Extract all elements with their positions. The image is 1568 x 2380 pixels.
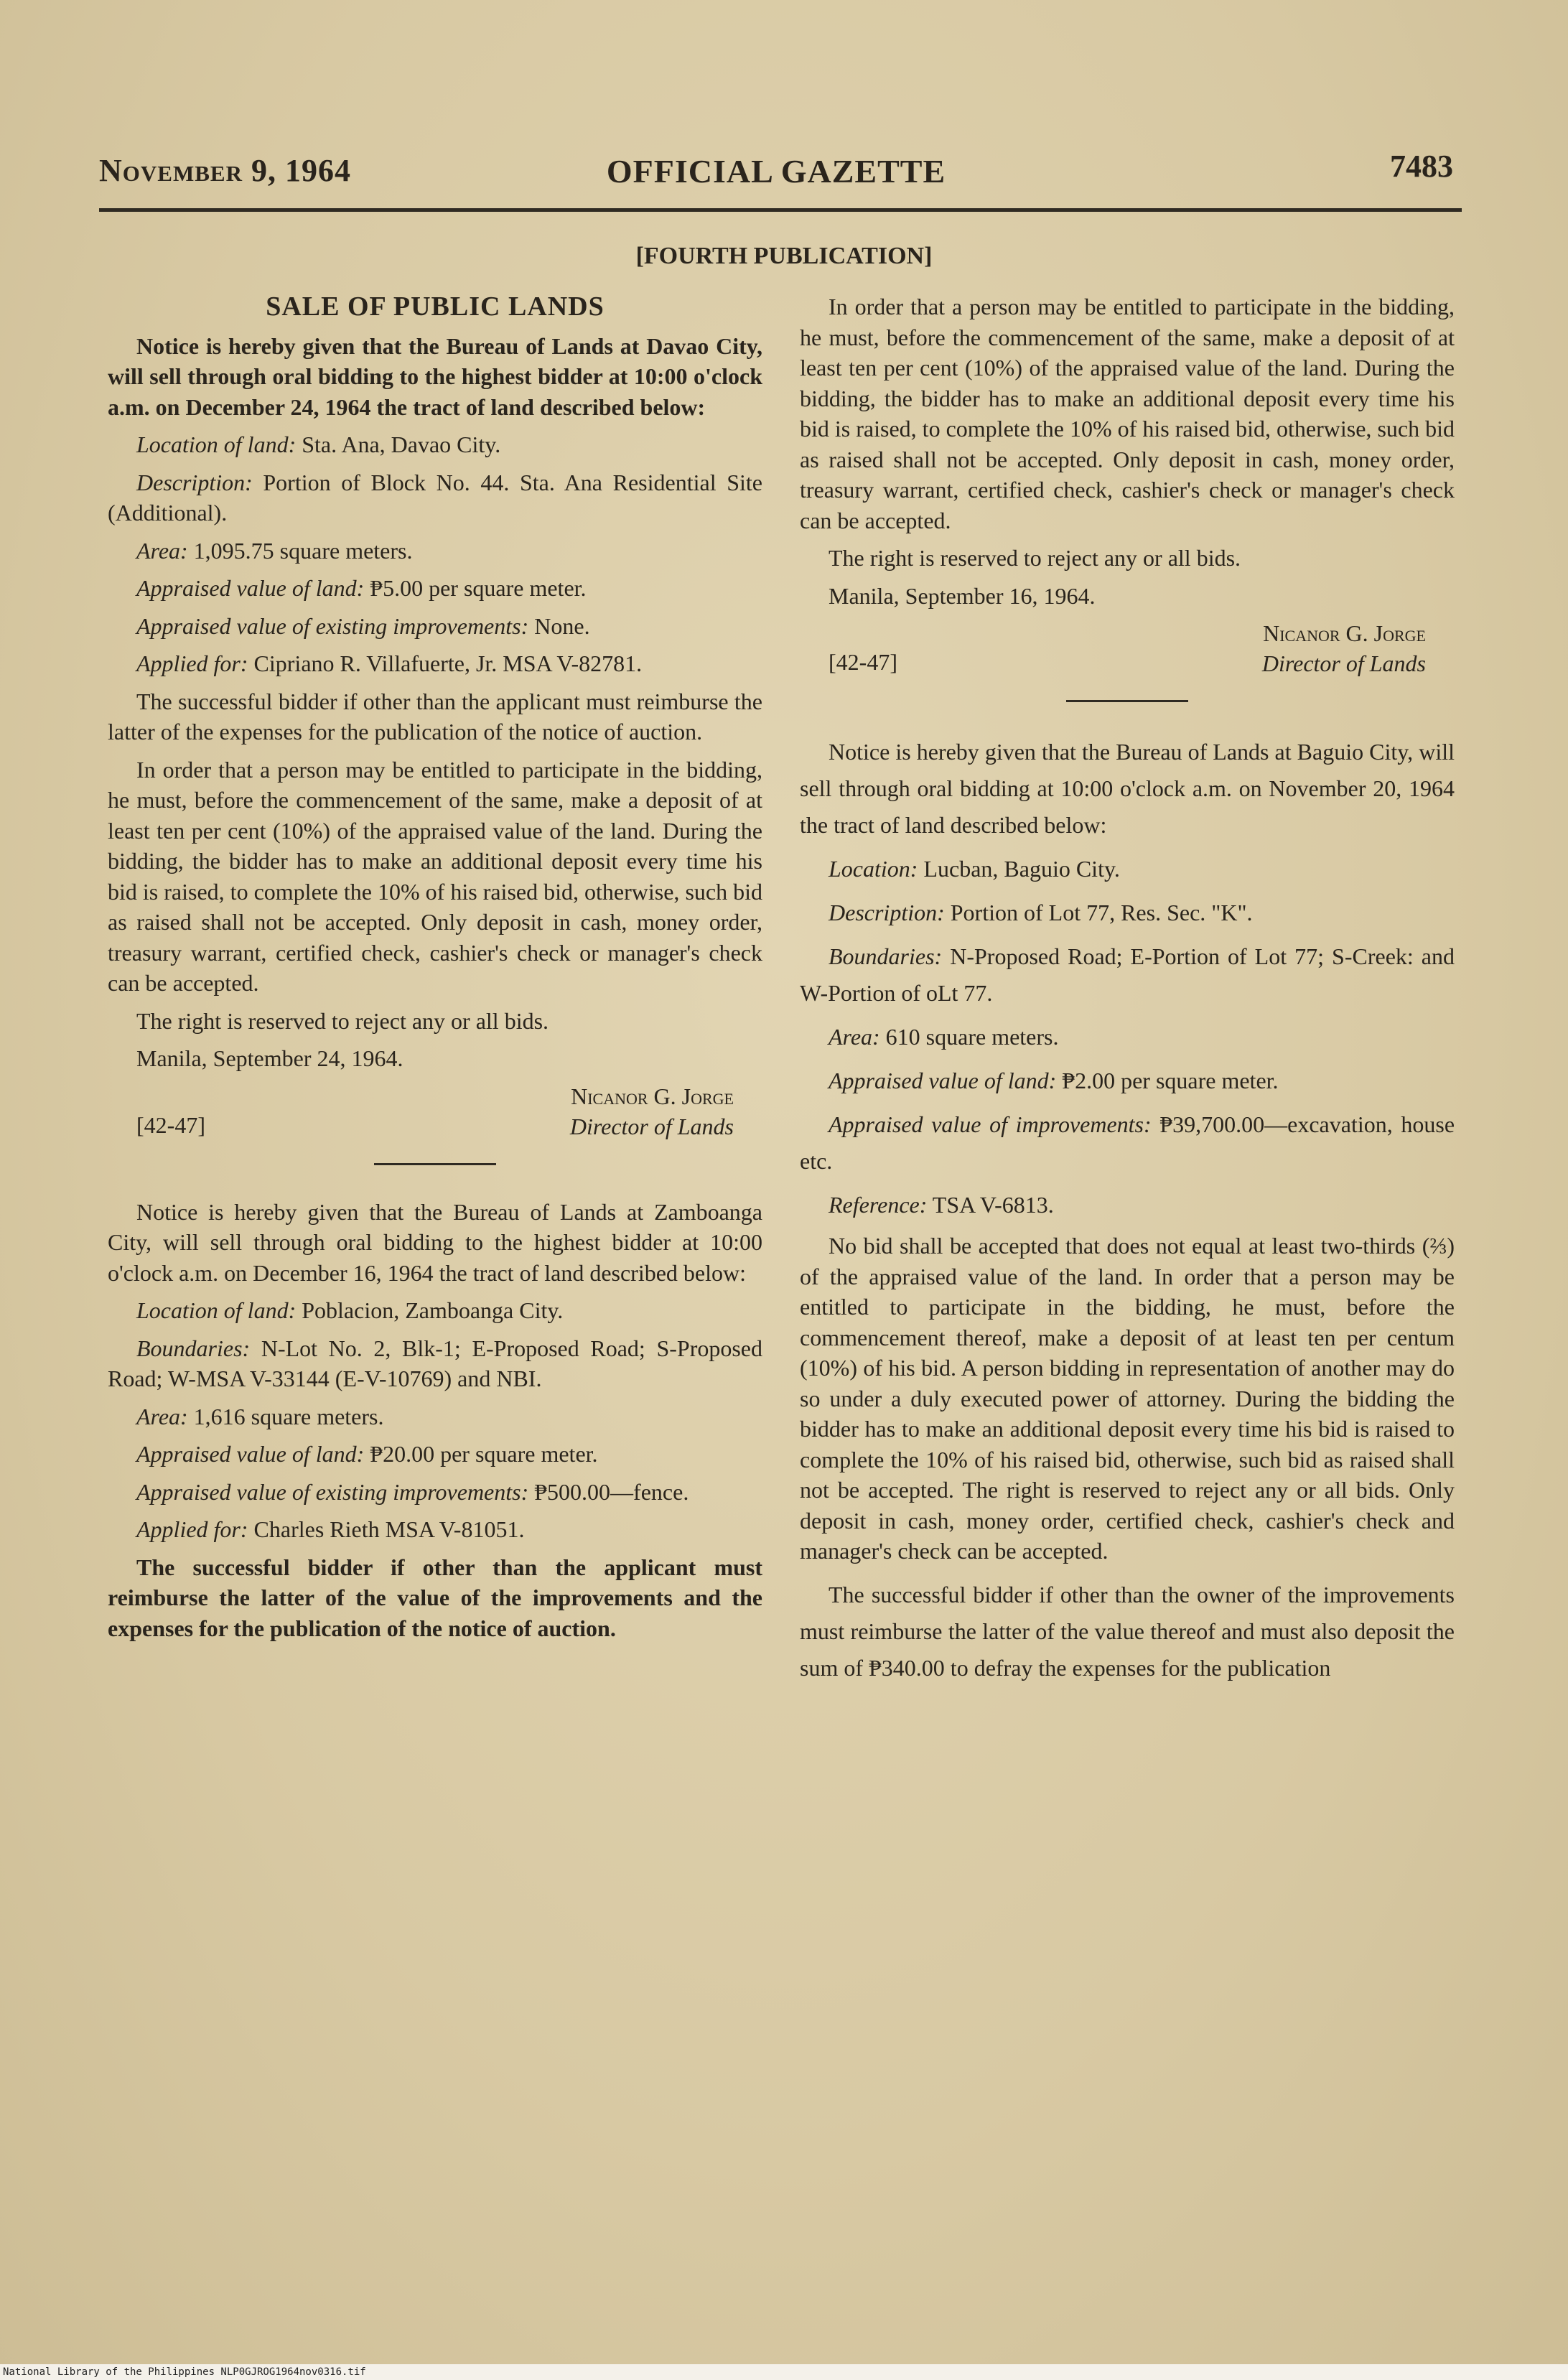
location-line bbox=[108, 1295, 762, 1326]
section-divider bbox=[374, 1163, 496, 1165]
reference-value: TSA V-6813. bbox=[932, 1192, 1054, 1218]
location-label: Location of land: bbox=[136, 431, 297, 457]
boundaries-value: N-Proposed Road; E-Portion of Lot 77; S-Creek: and W-Portion of oLt 77. bbox=[800, 943, 1455, 1006]
notice-zamboanga bbox=[108, 1197, 762, 1644]
appraised-improvements-line bbox=[108, 611, 762, 642]
appraised-improvements-label: Appraised value of improvements: bbox=[829, 1111, 1152, 1137]
deposit-paragraph: In order that a person may be entitled to participate in the bidding, he must, before the commencement of the same, make a deposit of at least ten per cent (10%) of the appraised value of the land. During the bidding, the bidder has to make an additional deposit every time his bid is raised, to complete the 10% of his raised bid, otherwise, such bid as raised shall not be accepted. Only deposit in cash, money order, treasury warrant, certified check, cashier's check or manager's check can be accepted. bbox=[108, 756, 762, 996]
location-value: Poblacion, Zamboanga City. bbox=[302, 1297, 564, 1323]
publication-heading: [FOURTH PUBLICATION] bbox=[635, 243, 933, 269]
page-number: 7483 bbox=[1390, 149, 1453, 184]
location-value: Sta. Ana, Davao City. bbox=[302, 431, 501, 457]
reference-label: Reference: bbox=[829, 1192, 928, 1218]
area-line bbox=[108, 1401, 762, 1432]
appraised-land-value: ₱2.00 per square meter. bbox=[1062, 1068, 1279, 1093]
area-label: Area: bbox=[136, 537, 188, 564]
left-column bbox=[108, 291, 762, 1651]
right-column bbox=[800, 291, 1455, 1694]
description-label: Description: bbox=[136, 469, 253, 495]
applied-for-value: Cipriano R. Villafuerte, Jr. MSA V-82781. bbox=[253, 650, 643, 676]
area-value: 610 square meters. bbox=[885, 1024, 1059, 1050]
appraised-improvements-value: ₱500.00—fence. bbox=[534, 1478, 689, 1505]
area-line bbox=[800, 1019, 1455, 1055]
section-divider bbox=[1066, 700, 1188, 702]
signatory-title: Director of Lands bbox=[1261, 650, 1426, 676]
reimburse-paragraph: The successful bidder if other than the owner of the improvements must reimburse the latter of the value thereof and must also deposit the sum of ₱340.00 to defray the expenses for the publication bbox=[800, 1581, 1455, 1681]
appraised-land-value: ₱5.00 per square meter. bbox=[370, 575, 587, 601]
signatory-title: Director of Lands bbox=[569, 1113, 734, 1139]
boundaries-line bbox=[108, 1333, 762, 1394]
dateline: Manila, September 24, 1964. bbox=[136, 1045, 403, 1071]
area-label: Area: bbox=[829, 1024, 880, 1050]
location-label: Location: bbox=[829, 856, 918, 882]
location-label: Location of land: bbox=[136, 1297, 297, 1323]
applied-for-label: Applied for: bbox=[136, 1516, 248, 1542]
signature-block bbox=[108, 1081, 762, 1150]
appraised-land-label: Appraised value of land: bbox=[136, 1441, 365, 1467]
notice-intro: Notice is hereby given that the Bureau of Lands at Baguio City, will sell through oral bidding at 10:00 o'clock a.m. on November 20, 1964 the tract of land described below: bbox=[800, 739, 1455, 838]
area-line bbox=[108, 536, 762, 566]
no-bid-paragraph: No bid shall be accepted that does not equal at least two-thirds (⅔) of the appraised value of the land. In order that a person may be entitled to participate in the bidding, he must, before the commencement thereof, make a deposit of at least ten per centum (10%) of his bid. A person bidding in representation of another may do so under a duly executed power of attorney. During the bidding the bidder has to make an additional deposit every time his bid is raised to complete the 10% of his raised bid, otherwise, such bid as raised shall not be accepted. The right is reserved to reject any or all bids. Only deposit in cash, money order, certified check, cashier's check and manager's check can be accepted. bbox=[800, 1233, 1455, 1564]
appraised-land-value: ₱20.00 per square meter. bbox=[370, 1441, 598, 1467]
notice-baguio-terms bbox=[800, 1231, 1455, 1686]
reimburse-paragraph: The successful bidder if other than the applicant must reimburse the latter of the value of the improvements and the expenses for the publication of the notice of auction. bbox=[108, 1554, 762, 1641]
reject-paragraph: The right is reserved to reject any or all bids. bbox=[829, 545, 1241, 571]
location-line bbox=[108, 429, 762, 460]
appraised-land-line bbox=[108, 573, 762, 604]
notice-baguio bbox=[800, 734, 1455, 1223]
description-value: Portion of Lot 77, Res. Sec. "K". bbox=[950, 900, 1253, 925]
notice-davao-continued bbox=[800, 291, 1455, 687]
appraised-improvements-label: Appraised value of existing improvements: bbox=[136, 612, 529, 639]
appraised-land-label: Appraised value of land: bbox=[136, 575, 365, 601]
description-value: Portion of Block No. 44. Sta. Ana Residential Site (Additional). bbox=[108, 469, 762, 526]
boundaries-label: Boundaries: bbox=[829, 943, 943, 969]
header-title: OFFICIAL GAZETTE bbox=[606, 153, 946, 190]
dateline: Manila, September 16, 1964. bbox=[829, 582, 1096, 609]
description-label: Description: bbox=[829, 900, 945, 925]
notice-code: [42-47] bbox=[136, 1111, 205, 1138]
appraised-improvements-value: ₱39,700.00—excavation, house etc. bbox=[800, 1111, 1455, 1174]
applied-for-line bbox=[108, 648, 762, 679]
boundaries-label: Boundaries: bbox=[136, 1335, 251, 1361]
applied-for-value: Charles Rieth MSA V-81051. bbox=[253, 1516, 525, 1542]
reference-line bbox=[800, 1187, 1455, 1223]
deposit-paragraph: In order that a person may be entitled to participate in the bidding, he must, before the commencement of the same, make a deposit of at least ten per cent (10%) of the appraised value of the land. During the bidding, the bidder has to make an additional deposit every time his bid is raised, to complete the 10% of his raised bid, otherwise, such bid as raised shall not be accepted. Only deposit in cash, money order, treasury warrant, certified check, cashier's check or manager's check can be accepted. bbox=[800, 294, 1455, 533]
reject-paragraph: The right is reserved to reject any or all bids. bbox=[136, 1007, 549, 1034]
description-line bbox=[800, 895, 1455, 931]
appraised-land-line bbox=[800, 1063, 1455, 1099]
header-rule bbox=[99, 208, 1462, 212]
notice-code: [42-47] bbox=[829, 649, 897, 675]
notice-intro: Notice is hereby given that the Bureau of Lands at Zamboanga City, will sell through oral bidding to the highest bidder at 10:00 o'clock a.m. on December 16, 1964 the tract of land described below: bbox=[108, 1198, 762, 1286]
location-value: Lucban, Baguio City. bbox=[923, 856, 1120, 882]
appraised-land-label: Appraised value of land: bbox=[829, 1068, 1057, 1093]
boundaries-line bbox=[800, 938, 1455, 1012]
boundaries-value: N-Lot No. 2, Blk-1; E-Proposed Road; S-Proposed Road; W-MSA V-33144 (E-V-10769) and NBI. bbox=[108, 1335, 763, 1391]
page-header bbox=[99, 149, 1453, 202]
area-value: 1,095.75 square meters. bbox=[193, 537, 413, 564]
appraised-improvements-line bbox=[108, 1477, 762, 1508]
signatory-name: Nicanor G. Jorge bbox=[571, 1083, 734, 1109]
appraised-improvements-label: Appraised value of existing improvements: bbox=[136, 1478, 529, 1505]
location-line bbox=[800, 851, 1455, 887]
signatory-name: Nicanor G. Jorge bbox=[1263, 620, 1426, 646]
area-label: Area: bbox=[136, 1403, 188, 1429]
appraised-improvements-value: None. bbox=[534, 612, 590, 639]
section-title: SALE OF PUBLIC LANDS bbox=[266, 291, 605, 322]
notice-intro: Notice is hereby given that the Bureau of Lands at Davao City, will sell through oral bidding to the highest bidder at 10:00 o'clock a.m. on December 24, 1964 the tract of land described below: bbox=[108, 332, 762, 420]
notice-davao bbox=[108, 331, 762, 1150]
applied-for-label: Applied for: bbox=[136, 650, 248, 676]
header-date: November 9, 1964 bbox=[99, 153, 351, 188]
scan-footer: National Library of the Philippines NLP0GJROG1964nov0316.tif bbox=[0, 2364, 1568, 2380]
signature-block bbox=[800, 618, 1455, 687]
appraised-land-line bbox=[108, 1439, 762, 1470]
reimburse-paragraph: The successful bidder if other than the applicant must reimburse the latter of the expenses for the publication of the notice of auction. bbox=[108, 688, 762, 745]
appraised-improvements-line bbox=[800, 1106, 1455, 1180]
description-line bbox=[108, 467, 762, 528]
area-value: 1,616 square meters. bbox=[193, 1403, 384, 1429]
applied-for-line bbox=[108, 1514, 762, 1545]
